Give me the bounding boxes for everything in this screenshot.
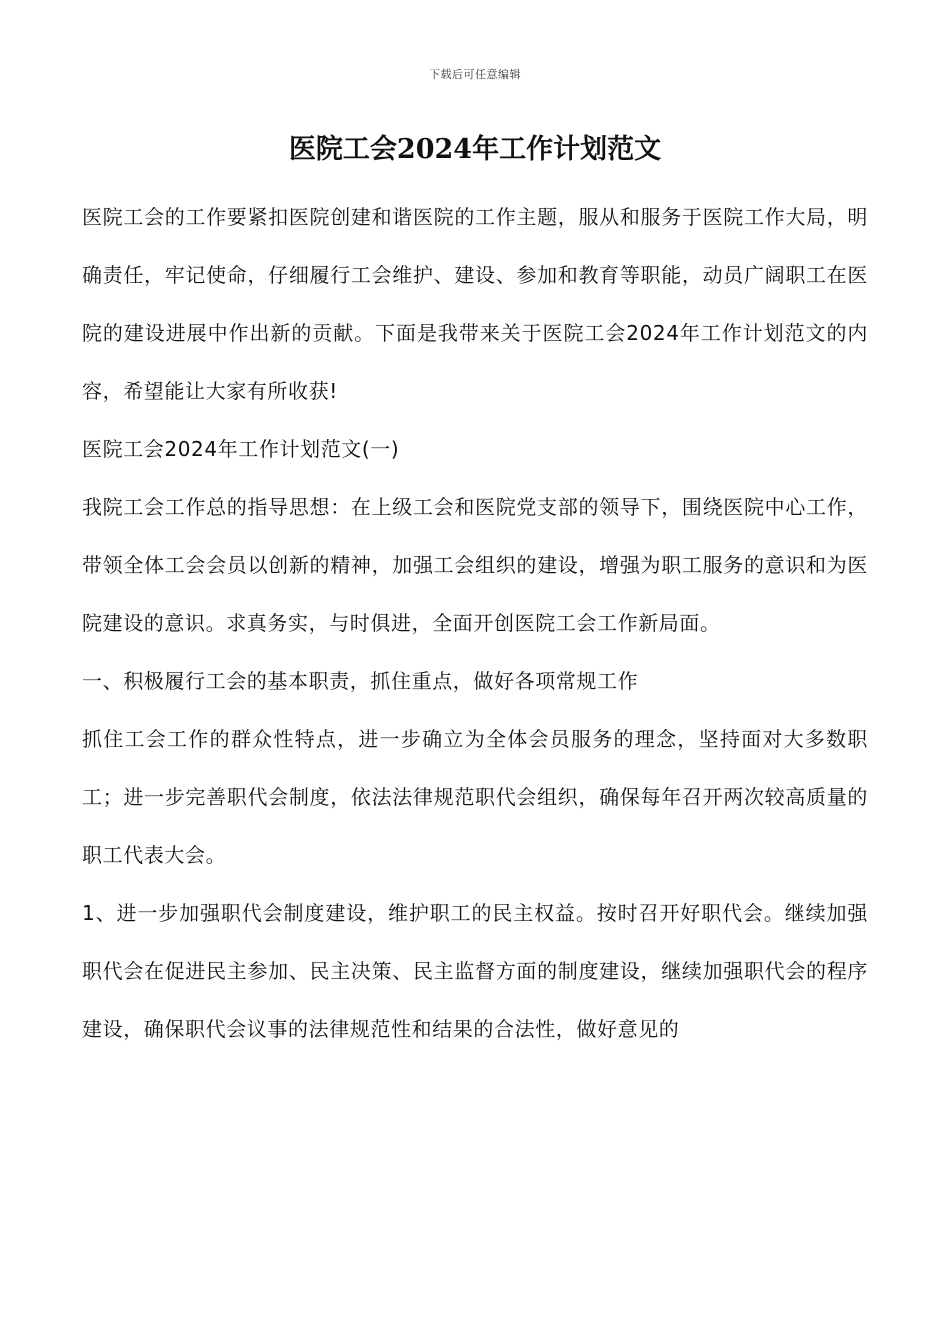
paragraph-item-one: 1、进一步加强职代会制度建设，维护职工的民主权益。按时召开好职代会。继续加强职代会在促进民主参加、民主决策、民主监督方面的制度建设，继续加强职代会的程序建设，确保职代会议事的法律规范性和结果的合法性，做好意见的 <box>82 901 868 1041</box>
paragraph-guiding-thought: 我院工会工作总的指导思想：在上级工会和医院党支部的领导下，围绕医院中心工作，带领全体工会会员以创新的精神，加强工会组织的建设，增强为职工服务的意识和为医院建设的意识。求真务实，与时俱进，全面开创医院工会工作新局面。 <box>82 495 868 635</box>
paragraph-intro: 医院工会的工作要紧扣医院创建和谐医院的工作主题，服从和服务于医院工作大局，明确责任，牢记使命，仔细履行工会维护、建设、参加和教育等职能，动员广阔职工在医院的建设进展中作出新的贡献。下面是我带来关于医院工会2024年工作计划范文的内容，希望能让大家有所收获! <box>82 205 868 403</box>
paragraph-mass-character: 抓住工会工作的群众性特点，进一步确立为全体会员服务的理念，坚持面对大多数职工；进一步完善职代会制度，依法法律规范职代会组织，确保每年召开两次较高质量的职工代表大会。 <box>82 727 868 867</box>
document-title: 医院工会2024年工作计划范文 <box>288 134 662 165</box>
header-note: 下载后可任意编辑 <box>429 68 521 81</box>
section-heading-duties: 一、积极履行工会的基本职责，抓住重点，做好各项常规工作 <box>82 669 639 693</box>
section-heading-plan-one: 医院工会2024年工作计划范文(一) <box>82 437 400 461</box>
document-body <box>82 188 868 1058</box>
